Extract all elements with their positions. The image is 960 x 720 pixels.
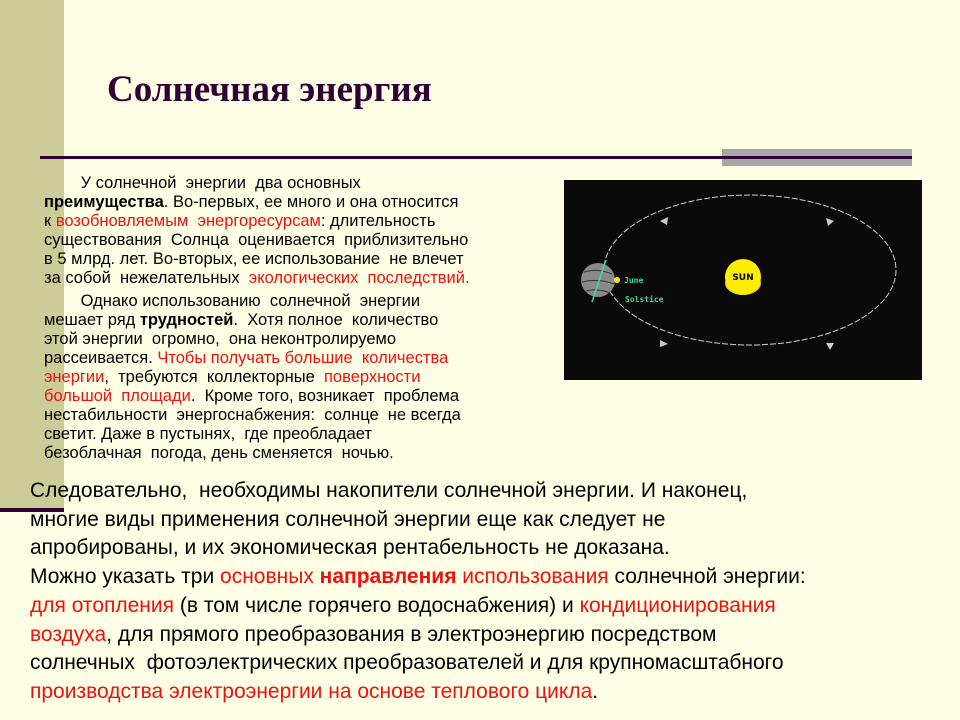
text-segment: Можно указать три — [30, 565, 221, 589]
slide-title: Солнечная энергия — [107, 69, 432, 110]
text-segment: этой энергии огромно, она неконтролируемо — [44, 330, 397, 348]
text-segment: (в том числе горячего водоснабжения) и — [174, 593, 580, 617]
june-label: June — [624, 276, 644, 285]
text-line — [44, 250, 470, 269]
text-segment: . — [592, 679, 599, 703]
highlighted-text: экологических последствий. — [248, 269, 470, 287]
bold-text: преимущества — [44, 193, 164, 211]
text-line — [44, 425, 470, 444]
highlighted-text: для отопления — [30, 593, 174, 617]
highlighted-text: производства электроэнергии на основе теплового цикла — [30, 679, 593, 703]
highlighted-text: кондиционирования — [579, 593, 776, 617]
text-segment: . Хотя полное количество — [233, 311, 439, 329]
text-line — [44, 269, 470, 288]
text-segment: Следовательно, необходимы накопители солнечной энергии. И наконец, — [30, 479, 748, 502]
text-line — [44, 406, 470, 425]
text-segment: существования Солнца оценивается приблизительно — [44, 231, 469, 249]
bold-text: трудностей — [139, 311, 234, 329]
text-segment: У солнечной энергии два основных — [44, 174, 361, 192]
text-segment: . Кроме того, возникает проблема — [190, 387, 460, 405]
title-divider-overlay — [722, 156, 912, 159]
text-line — [30, 477, 806, 506]
text-line — [30, 678, 806, 707]
text-segment: Однако использованию солнечной энергии — [44, 292, 421, 310]
text-segment: светит. Даже в пустынях, где преобладает — [44, 425, 372, 443]
text-segment: за собой нежелательных — [44, 269, 249, 287]
text-segment: , требуются коллекторные — [104, 368, 324, 386]
highlighted-text: энергии — [44, 368, 105, 386]
conclusion-text-block — [30, 477, 806, 707]
text-segment: к — [44, 212, 56, 230]
highlighted-text: возобновляемым энергоресурсам — [55, 212, 321, 230]
text-line — [44, 231, 470, 250]
text-segment: нестабильности энергоснабжения: солнце не всегда — [44, 406, 461, 424]
text-line — [44, 311, 470, 330]
text-line — [30, 534, 806, 563]
text-line — [44, 330, 470, 349]
text-segment: , для прямого преобразования в электроэнергию посредством — [106, 622, 717, 646]
text-segment: рассеивается. — [44, 349, 158, 367]
highlighted-text: основных — [220, 565, 320, 589]
text-line — [44, 212, 470, 231]
text-segment: в 5 млрд. лет. Во-вторых, ее использование не влечет — [44, 250, 464, 268]
highlighted-text: большой площади — [44, 387, 191, 405]
text-line — [30, 563, 806, 592]
text-segment: солнечной энергии: — [608, 565, 806, 589]
solstice-label: Solstice — [625, 295, 664, 304]
highlighted-text: использования — [456, 565, 609, 589]
highlighted-text: поверхности — [324, 368, 421, 386]
text-line — [30, 649, 806, 678]
text-segment: мешает ряд — [44, 311, 140, 329]
highlighted-text: направления — [319, 565, 457, 589]
earth-orbit-figure — [564, 180, 922, 380]
text-line — [30, 506, 806, 535]
text-segment: безоблачная погода, день сменяется ночью. — [44, 444, 394, 462]
text-segment: : длительность — [320, 212, 436, 230]
text-line — [44, 368, 470, 387]
highlighted-text: воздуха — [30, 622, 107, 646]
text-segment: апробированы, и их экономическая рентабельность не доказана. — [30, 536, 670, 560]
highlighted-text: Чтобы получать большие количества — [157, 349, 449, 367]
text-line — [44, 174, 470, 193]
text-line — [44, 387, 470, 406]
text-line — [30, 592, 806, 621]
text-line — [44, 349, 470, 368]
text-line — [44, 193, 470, 212]
text-segment: солнечных фотоэлектрических преобразователей и для крупномасштабного — [30, 651, 784, 675]
text-line — [44, 292, 470, 311]
text-segment: многие виды применения солнечной энергии еще как следует не — [30, 507, 666, 531]
body-text-block — [44, 174, 470, 463]
text-segment: . Во-первых, ее много и она относится — [163, 193, 459, 211]
text-line — [44, 444, 470, 463]
text-line — [30, 621, 806, 650]
sun-label: SUN — [732, 273, 754, 283]
